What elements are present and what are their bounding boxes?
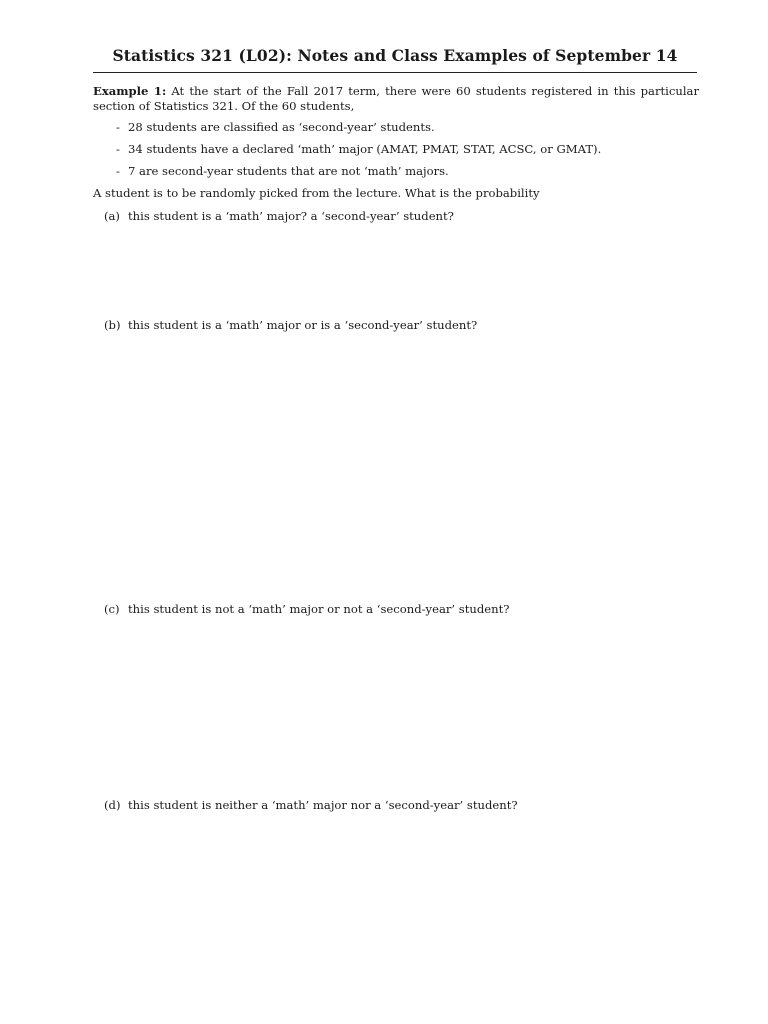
question-b	[104, 318, 477, 333]
example-label: Example 1:	[93, 84, 167, 98]
bullet-marker: -	[116, 142, 120, 156]
list-item-text: 28 students are classified as ‘second-year’ students.	[128, 120, 435, 134]
list-item	[116, 142, 696, 164]
list-item-text: 34 students have a declared ‘math’ major (AMAT, PMAT, STAT, ACSC, or GMAT).	[128, 142, 602, 156]
bullet-marker: -	[116, 120, 120, 134]
question-c	[104, 602, 509, 617]
question-marker: (b)	[104, 318, 121, 332]
bullet-marker: -	[116, 164, 120, 178]
given-facts-list	[116, 120, 696, 186]
example-intro-text: At the start of the Fall 2017 term, there were 60 students registered in this particular section of Statistics 321. Of the 60 students,	[93, 84, 699, 113]
question-marker: (d)	[104, 798, 121, 812]
question-d	[104, 798, 518, 813]
question-text: this student is a ‘math’ major or is a ‘second-year’ student?	[128, 318, 478, 332]
question-text: this student is neither a ‘math’ major nor a ‘second-year’ student?	[128, 798, 518, 812]
question-text: this student is not a ‘math’ major or not a ‘second-year’ student?	[128, 602, 510, 616]
question-marker: (a)	[104, 209, 120, 223]
list-item	[116, 164, 696, 186]
list-item	[116, 120, 696, 142]
page-title: Statistics 321 (L02): Notes and Class Examples of September 14	[112, 46, 678, 65]
list-item-text: 7 are second-year students that are not ‘math’ majors.	[128, 164, 449, 178]
question-text: this student is a ‘math’ major? a ‘second-year’ student?	[128, 209, 454, 223]
question-marker: (c)	[104, 602, 120, 616]
question-prompt: A student is to be randomly picked from the lecture. What is the probability	[93, 186, 540, 200]
example-intro	[93, 84, 699, 114]
title-divider	[93, 72, 697, 73]
question-a	[104, 209, 454, 224]
